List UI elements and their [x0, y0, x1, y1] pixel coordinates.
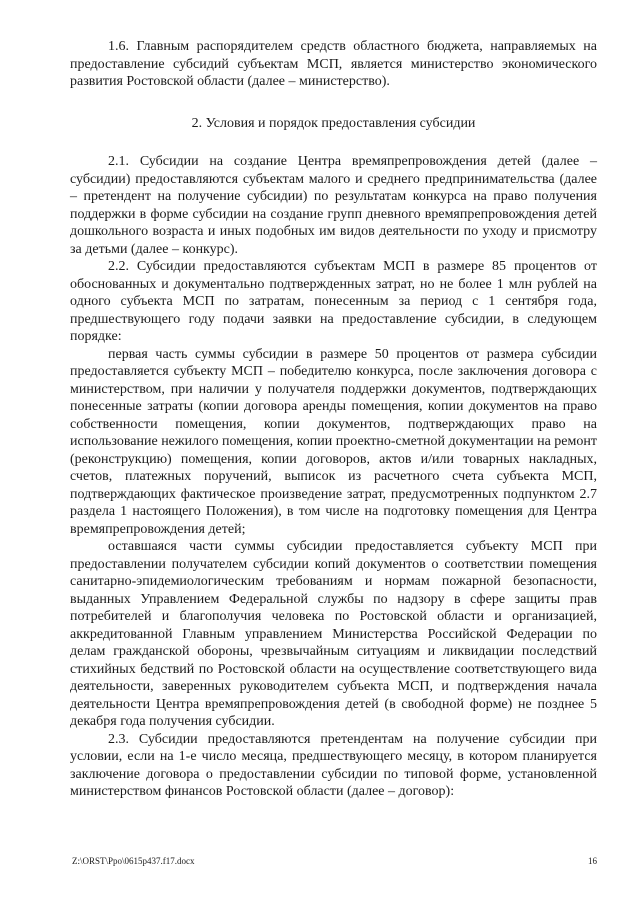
paragraph-remaining-part: оставшаяся части суммы субсидии предоставляется субъекту МСП при предоставлении получателем субсидии копий документов о соответствии помещения санитарно-эпидемиологическим требованиям и нормам пожарной безопасности, выданных Управлением Федеральной службы по надзору в сфере защиты прав потребителей и благополучия человека по Ростовской области и организацией, аккредитованной Главным управлением Министерства Российской Федерации по делам гражданской обороны, чрезвычайным ситуациям и ликвидации последствий стихийных бедствий по Ростовской области на осуществление соответствующего вида деятельности, заверенных руководителем субъекта МСП, и подтверждения начала деятельности Центра времяпрепровождения детей (в свободной форме) не позднее 5 декабря года получения субсидии.: [70, 539, 597, 729]
paragraph-2-3: 2.3. Субсидии предоставляются претендентам на получение субсидии при условии, если на 1-е число месяца, предшествующего месяцу, в котором планируется заключение договора о предоставлении субсидии по типовой форме, установленной министерством финансов Ростовской области (далее – договор):: [70, 731, 597, 799]
footer-file-path: Z:\ORST\Ppo\0615p437.f17.docx: [72, 856, 195, 866]
page-number: 16: [588, 856, 597, 866]
section-2-heading: 2. Условия и порядок предоставления субсидии: [191, 115, 476, 131]
paragraph-2-1: 2.1. Субсидии на создание Центра времяпрепровождения детей (далее – субсидии) предоставляются субъектам малого и среднего предпринимательства (далее – претендент на получение субсидии) по результатам конкурса на право получения поддержки в форме субсидии на создание групп дневного времяпрепровождения детей дошкольного возраста и иных подобных им видов деятельности по уходу и присмотру за детьми (далее – конкурс).: [70, 154, 597, 257]
paragraph-first-part: первая часть суммы субсидии в размере 50 процентов от размера субсидии предоставляется субъекту МСП – победителю конкурса, после заключения договора с министерством, при наличии у получателя поддержки документов, подтверждающих понесенные затраты (копии договора аренды помещения, копии документов на право собственности помещения, копии документов, подтверждающих право на использование нежилого помещения, копии проектно-сметной документации на ремонт (реконструкцию) помещения, копии договоров, актов и/или товарных накладных, счетов, платежных поручений, выписок из расчетного счета субъекта МСП, подтверждающих фактическое произведение затрат, предусмотренных подпунктом 2.7 раздела 1 настоящего Положения), в том числе на подготовку помещения для Центра времяпрепровождения детей;: [70, 346, 597, 537]
paragraph-1-6: 1.6. Главным распорядителем средств областного бюджета, направляемых на предоставление субсидий субъектам МСП, является министерство экономического развития Ростовской области (далее – министерство).: [70, 39, 597, 89]
document-body: [70, 38, 597, 801]
paragraph-2-2: 2.2. Субсидии предоставляются субъектам МСП в размере 85 процентов от обоснованных и документально подтвержденных затрат, но не более 1 млн рублей на одного субъекта МСП по затратам, понесенным за период с 1 сентября года, предшествующего году подачи заявки на предоставление субсидии, в следующем порядке:: [70, 259, 597, 344]
